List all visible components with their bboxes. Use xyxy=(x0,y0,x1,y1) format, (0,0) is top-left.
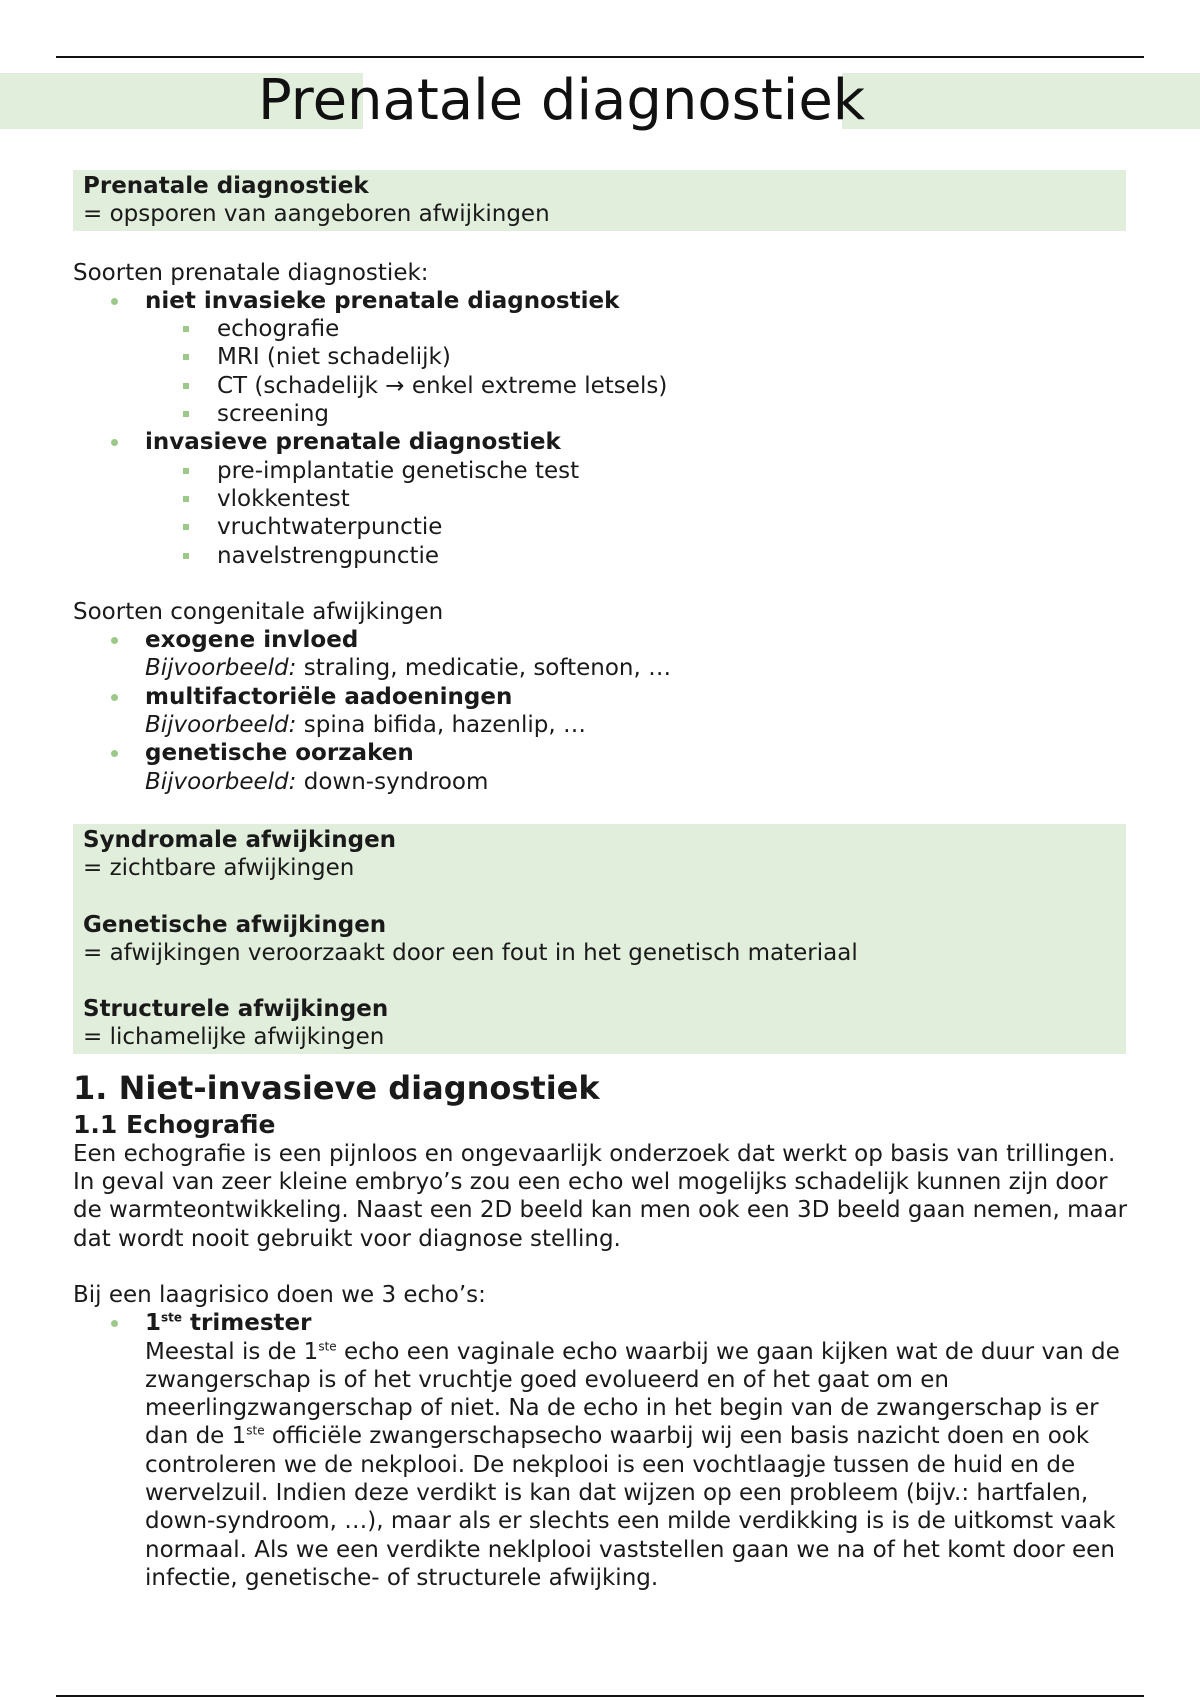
list-item: CT (schadelijk → enkel extreme letsels) xyxy=(217,372,1128,400)
top-rule xyxy=(56,56,1144,58)
superscript: ste xyxy=(246,1423,265,1438)
superscript: ste xyxy=(161,1310,183,1325)
list-item: navelstrengpunctie xyxy=(217,542,1128,570)
list-item: pre-implantatie genetische test xyxy=(217,457,1128,485)
afwijking-term: Genetische afwijkingen xyxy=(83,911,387,938)
item-label: multifactoriële aadoeningen xyxy=(145,683,513,710)
title-band-right xyxy=(842,73,1200,129)
definition-term: Prenatale diagnostiek xyxy=(83,173,369,199)
group-label: niet invasieke prenatale diagnostiek xyxy=(145,287,620,314)
list-item xyxy=(145,428,1128,569)
item-label: genetische oorzaken xyxy=(145,740,414,767)
example-prefix: Bijvoorbeeld: xyxy=(145,768,297,795)
list-item: vruchtwaterpunctie xyxy=(217,513,1128,541)
title-clip xyxy=(258,63,866,139)
example-text: spina bifida, hazenlip, … xyxy=(296,712,586,739)
example-text: down-syndroom xyxy=(296,768,489,795)
congenitale-intro: Soorten congenitale afwijkingen xyxy=(73,598,444,625)
list-item: MRI (niet schadelijk) xyxy=(217,343,1128,371)
congenitale-list xyxy=(73,626,1128,796)
diagnostiek-intro: Soorten prenatale diagnostiek: xyxy=(73,259,429,286)
list-item: vlokkentest xyxy=(217,485,1128,513)
list-item: screening xyxy=(217,400,1128,428)
afwijking-term: Structurele afwijkingen xyxy=(83,996,389,1023)
afwijking-meaning: = zichtbare afwijkingen xyxy=(83,855,355,882)
diagnostiek-list xyxy=(73,287,1128,570)
list-item xyxy=(145,739,1128,796)
example-prefix: Bijvoorbeeld: xyxy=(145,655,297,682)
afwijkingen-box xyxy=(73,824,1126,1054)
definition-meaning: = opsporen van aangeboren afwijkingen xyxy=(83,201,550,228)
afwijking-meaning: = lichamelijke afwijkingen xyxy=(83,1024,385,1051)
list-item xyxy=(145,287,1128,428)
echo-intro: Bij een laagrisico doen we 3 echo’s: xyxy=(73,1281,486,1308)
list-item xyxy=(145,1309,1128,1592)
example-prefix: Bijvoorbeeld: xyxy=(145,712,297,739)
trimester-list xyxy=(73,1309,1128,1592)
superscript: ste xyxy=(318,1338,337,1353)
item-label: exogene invloed xyxy=(145,627,359,654)
bottom-rule xyxy=(56,1695,1144,1697)
page-title: Prenatale diagnostiek xyxy=(258,68,866,133)
list-item: echografie xyxy=(217,315,1128,343)
afwijking-term: Syndromale afwijkingen xyxy=(83,826,397,853)
sub-list xyxy=(145,457,1128,570)
section-heading: 1. Niet-invasieve diagnostiek xyxy=(73,1068,600,1107)
trimester-number: 1 xyxy=(145,1310,162,1337)
list-item xyxy=(145,683,1128,740)
subsection-heading: 1.1 Echografie xyxy=(73,1109,276,1139)
echografie-paragraph: Een echografie is een pijnloos en ongevaarlijk onderzoek dat werkt op basis van trillingen. In geval van zeer kleine embryo’s zou een echo wel mogelijks schadelijk kunnen zijn door de warmteontwikkeling. Naast een 2D beeld kan men ook een 3D beeld gaan nemen, maar dat wordt nooit gebruikt voor diagnose stelling. xyxy=(73,1140,1128,1252)
trimester-label: trimester xyxy=(182,1310,312,1337)
group-label: invasieve prenatale diagnostiek xyxy=(145,429,561,456)
document-body xyxy=(73,170,1128,1592)
definition-box xyxy=(73,170,1126,231)
sub-list xyxy=(145,315,1128,428)
trimester-text: Meestal is de 1ste echo een vaginale echo waarbij we gaan kijken wat de duur van de zwangerschap is of het vruchtje goed evolueerd en of het gaat om en meerlingzwangerschap of niet. Na de echo in het begin van de zwangerschap is er dan de 1ste officiële zwangerschapsecho waarbij wij een basis nazicht doen en ook controleren we de nekplooi. De nekplooi is een vochtlaagje tussen de huid en de wervelzuil. Indien deze verdikt is kan dat wijzen op een probleem (bijv.: hartfalen, down-syndroom, …), maar als er slechts een milde verdikking is is de uitkomst vaak normaal. Als we een verdikte neklplooi vaststellen gaan we na of het komt door een infectie, genetische- of structurele afwijking. xyxy=(145,1338,1120,1591)
afwijking-meaning: = afwijkingen veroorzaakt door een fout in het genetisch materiaal xyxy=(83,939,858,966)
example-text: straling, medicatie, softenon, … xyxy=(296,655,672,682)
list-item xyxy=(145,626,1128,683)
